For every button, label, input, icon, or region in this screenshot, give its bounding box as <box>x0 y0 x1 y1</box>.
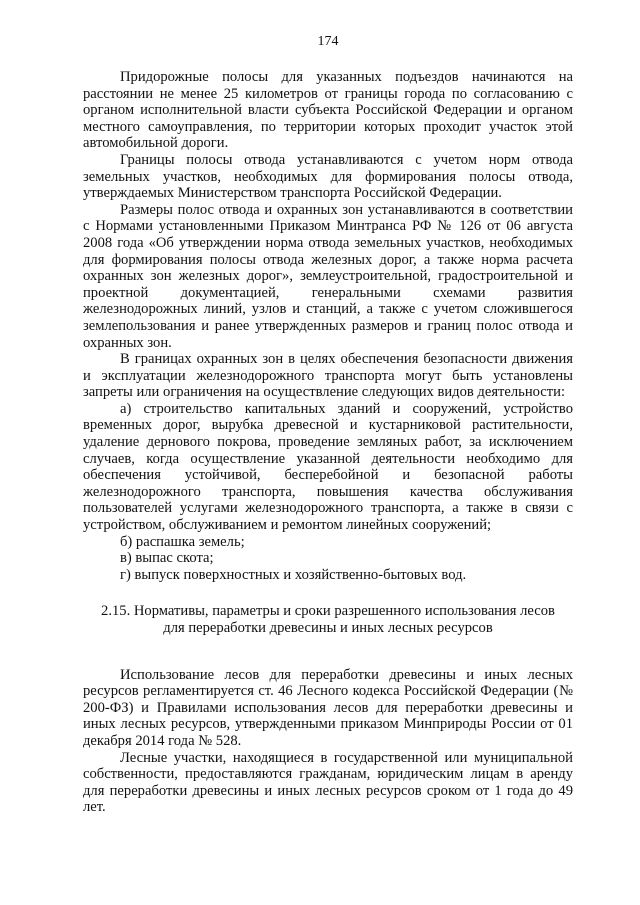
document-page <box>83 34 573 816</box>
page-number: 174 <box>317 34 339 49</box>
list-item-construction: а) строительство капитальных зданий и сооружений, устройство временных дорог, вырубка древесной и кустарниковой растительности, удаление дернового покрова, проведение земляных работ, за исключением случаев, когда осуществление указанной деятельности необходимо для обеспечения устойчивой, бесперебойной и безопасной работы железнодорожного транспорта, повышения качества обслуживания пользователей услугами железнодорожного транспорта, а также в связи с устройством, обслуживанием и ремонтом линейных сооружений; <box>83 400 573 534</box>
paragraph-protection-zone-restrictions: В границах охранных зон в целях обеспечения безопасности движения и эксплуатации железнодорожного транспорта могут быть установлены запреты или ограничения на осуществление следующих видов деятельности: <box>83 351 573 401</box>
list-item-plowing: б) распашка земель; <box>120 533 245 550</box>
list-item-water-discharge: г) выпуск поверхностных и хозяйственно-бытовых вод. <box>120 566 467 583</box>
paragraph-zone-sizes: Размеры полос отвода и охранных зон устанавливаются в соответствии с Нормами установленными Приказом Минтранса РФ № 126 от 06 августа 2008 года «Об утверждении норма отвода земельных участков, необходимых для формирования полосы отвода железных дорог, а также норма расчета охранных зон железных дорог», землеустроительной, градостроительной и проектной документацией, генеральными схемами развития железнодорожных линий, узлов и станций, а также с учетом сложившегося землепользования и ранее утвержденных размеров и границ полос отвода и охранных зон. <box>83 201 573 351</box>
section-heading-line-2: для переработки древесины и иных лесных ресурсов <box>163 620 493 636</box>
section-heading <box>83 603 573 636</box>
paragraph-roadside-strips: Придорожные полосы для указанных подъездов начинаются на расстоянии не менее 25 километров от границы города по согласованию с органом исполнительной власти субъекта Российской Федерации и органом местного самоуправления, по территории которых проходит участок этой автомобильной дороги. <box>83 69 573 152</box>
list-item-grazing: в) выпас скота; <box>120 550 214 567</box>
paragraph-forest-use-regulation: Использование лесов для переработки древесины и иных лесных ресурсов регламентируется ст. 46 Лесного кодекса Российской Федерации (№ 200-ФЗ) и Правилами использования лесов для переработки древесины и иных лесных ресурсов, утвержденными приказом Минприроды России от 01 декабря 2014 года № 528. <box>83 666 573 749</box>
paragraph-right-of-way-boundaries: Границы полосы отвода устанавливаются с учетом норм отвода земельных участков, необходимых для формирования полосы отвода, утверждаемых Министерством транспорта Российской Федерации. <box>83 151 573 202</box>
paragraph-forest-lease-terms: Лесные участки, находящиеся в государственной или муниципальной собственности, предоставляются гражданам, юридическим лицам в аренду для переработки древесины и иных лесных ресурсов сроком от 1 года до 49 лет. <box>83 749 573 816</box>
section-heading-line-1: 2.15. Нормативы, параметры и сроки разрешенного использования лесов <box>101 603 555 620</box>
